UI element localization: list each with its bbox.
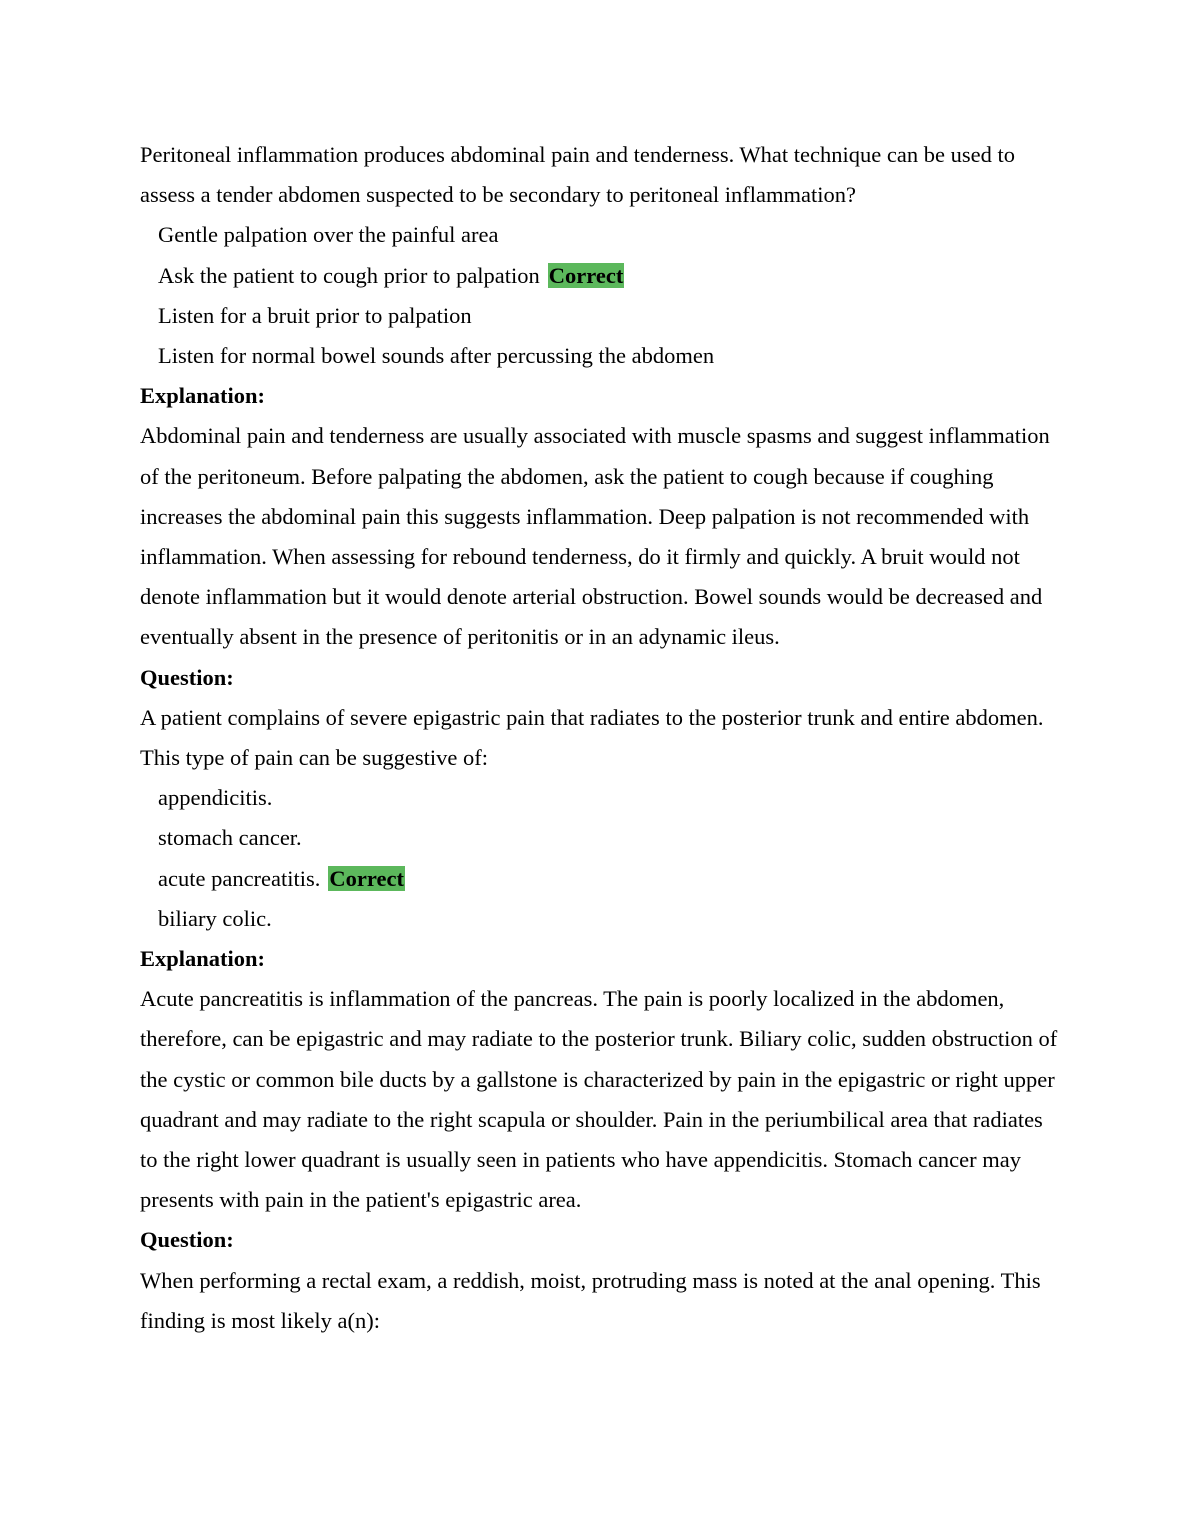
question-label: Question:	[140, 664, 234, 690]
explanation-1-text: Abdominal pain and tenderness are usually associated with muscle spasms and suggest inflammation of the peritoneum. Before palpating the abdomen, ask the patient to cough because if coughing increases the abdominal pain this suggests inflammation. Deep palpation is not recommended with inflammation. When assessing for rebound tenderness, do it firmly and quickly. A bruit would not denote inflammation but it would denote arterial obstruction. Bowel sounds would be decreased and eventually absent in the presence of peritonitis or in an adynamic ileus.	[140, 423, 1050, 650]
q1-option-c: Listen for a bruit prior to palpation	[158, 302, 472, 328]
correct-badge: Correct	[548, 262, 624, 288]
document-page	[140, 135, 1060, 1341]
question-3-text: When performing a rectal exam, a reddish, moist, protruding mass is noted at the anal opening. This finding is most likely a(n):	[140, 1267, 1041, 1333]
correct-badge: Correct	[329, 865, 404, 891]
q2-option-c-text: acute pancreatitis.	[158, 865, 321, 891]
explanation-label: Explanation:	[140, 383, 266, 409]
question-2-text: A patient complains of severe epigastric pain that radiates to the posterior trunk and entire abdomen. This type of pain can be suggestive of:	[140, 704, 1044, 771]
q2-option-c	[140, 859, 1060, 899]
explanation-2-text: Acute pancreatitis is inflammation of the pancreas. The pain is poorly localized in the abdomen, therefore, can be epigastric and may radiate to the posterior trunk. Biliary colic, sudden obstruction of the cystic or common bile ducts by a gallstone is characterized by pain in the epigastric or right upper quadrant and may radiate to the right scapula or shoulder. Pain in the periumbilical area that radiates to the right lower quadrant is usually seen in patients who have appendicitis. Stomach cancer may presents with pain in the patient's epigastric area.	[140, 986, 1058, 1213]
q1-option-d: Listen for normal bowel sounds after percussing the abdomen	[158, 343, 715, 369]
question-label: Question:	[140, 1227, 234, 1253]
q2-option-b: stomach cancer.	[158, 825, 302, 851]
q1-option-b	[140, 256, 1060, 296]
q2-option-a: appendicitis.	[158, 785, 273, 811]
q1-option-b-text: Ask the patient to cough prior to palpation	[158, 262, 540, 288]
explanation-label: Explanation:	[140, 946, 266, 972]
question-1-text: Peritoneal inflammation produces abdominal pain and tenderness. What technique can be used to assess a tender abdomen suspected to be secondary to peritoneal inflammation?	[140, 142, 1015, 208]
q1-option-a: Gentle palpation over the painful area	[158, 222, 499, 248]
q2-option-d: biliary colic.	[158, 905, 272, 931]
